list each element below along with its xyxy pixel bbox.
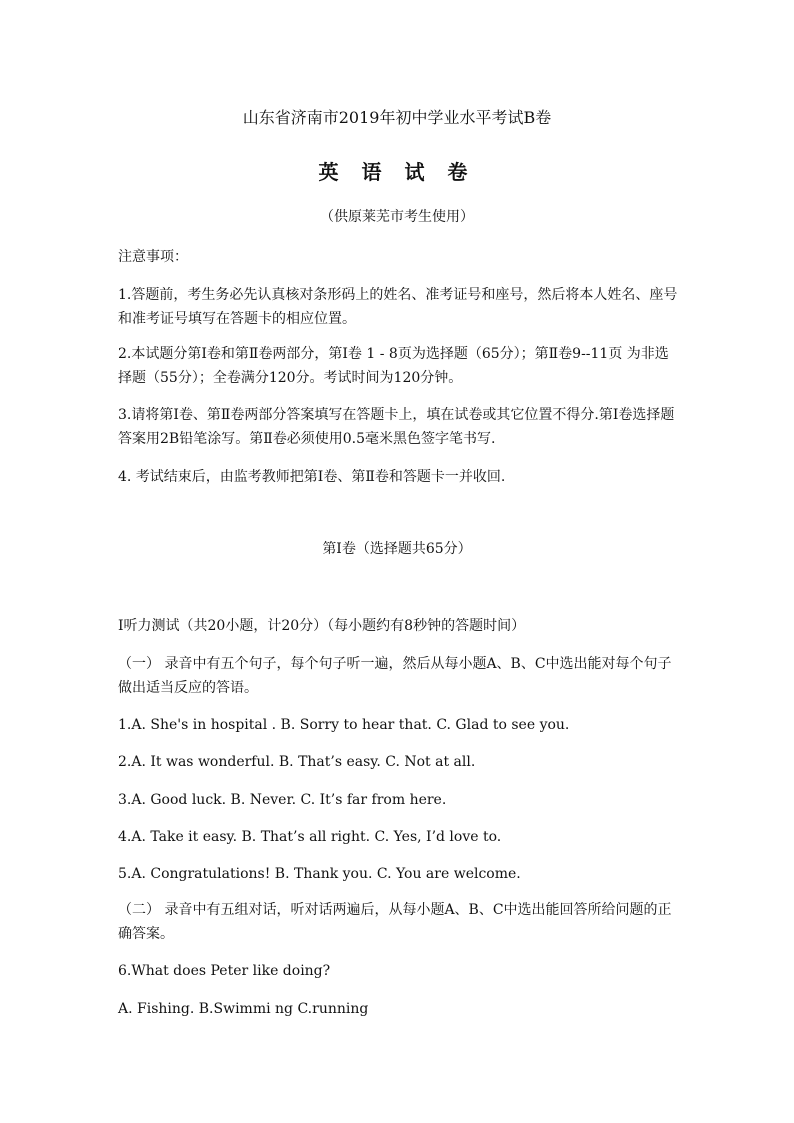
audience-note: （供原莱芜市考生使用） [320,209,474,225]
question-3: 3.A. Good luck. B. Never. C. It’s far from here. [118,792,447,808]
question-2: 2.A. It was wonderful. B. That’s easy. C. Not at all. [118,754,476,770]
section1-instruction: （一） 录音中有五个句子，每个句子听一遍，然后从每小题A、B、C中选出能对每个句子 做出适当反应的答语。 [118,656,672,696]
note-item-3: 3.请将第Ⅰ卷、第Ⅱ卷两部分答案填写在答题卡上，填在试卷或其它位置不得分.第Ⅰ卷选择题答案用2B铅笔涂写。第Ⅱ卷必须使用0.5毫米黑色签字笔书写. [118,407,675,447]
part1-heading: 第Ⅰ卷（选择题共65分） [322,541,472,557]
section2-instruction: （二） 录音中有五组对话，听对话两遍后，从每小题A、B、C中选出能回答所给问题的正确答案。 [118,902,672,942]
note-item-2: 2.本试题分第Ⅰ卷和第Ⅱ卷两部分，第Ⅰ卷 1 - 8页为选择题（65分）；第Ⅱ卷9--11页 为非选择题（55分）；全卷满分120分。考试时间为120分钟。 [118,346,669,386]
question-4: 4.A. Take it easy. B. That’s all right. C. Yes, I’d love to. [118,829,502,845]
question-6: 6.What does Peter like doing? [118,963,331,979]
notes-heading: 注意事项： [118,249,188,265]
subject-title: 英 语 试 卷 [318,160,476,184]
question-6-options: A. Fishing. B.Swimmi ng C.running [118,1001,369,1017]
question-5: 5.A. Congratulations! B. Thank you. C. You are welcome. [118,866,521,882]
listening-heading: Ⅰ听力测试（共20小题，计20分）（每小题约有8秒钟的答题时间） [118,618,526,634]
note-item-1: 1.答题前，考生务必先认真核对条形码上的姓名、准考证号和座号，然后将本人姓名、座号和准考证号填写在答题卡的相应位置。 [118,287,678,327]
question-1: 1.A. She's in hospital . B. Sorry to hear that. C. Glad to see you. [118,717,570,733]
note-item-4: 4. 考试结束后，由监考教师把第Ⅰ卷、第Ⅱ卷和答题卡一并收回. [118,469,506,485]
exam-title: 山东省济南市2019年初中学业水平考试B卷 [242,108,552,127]
